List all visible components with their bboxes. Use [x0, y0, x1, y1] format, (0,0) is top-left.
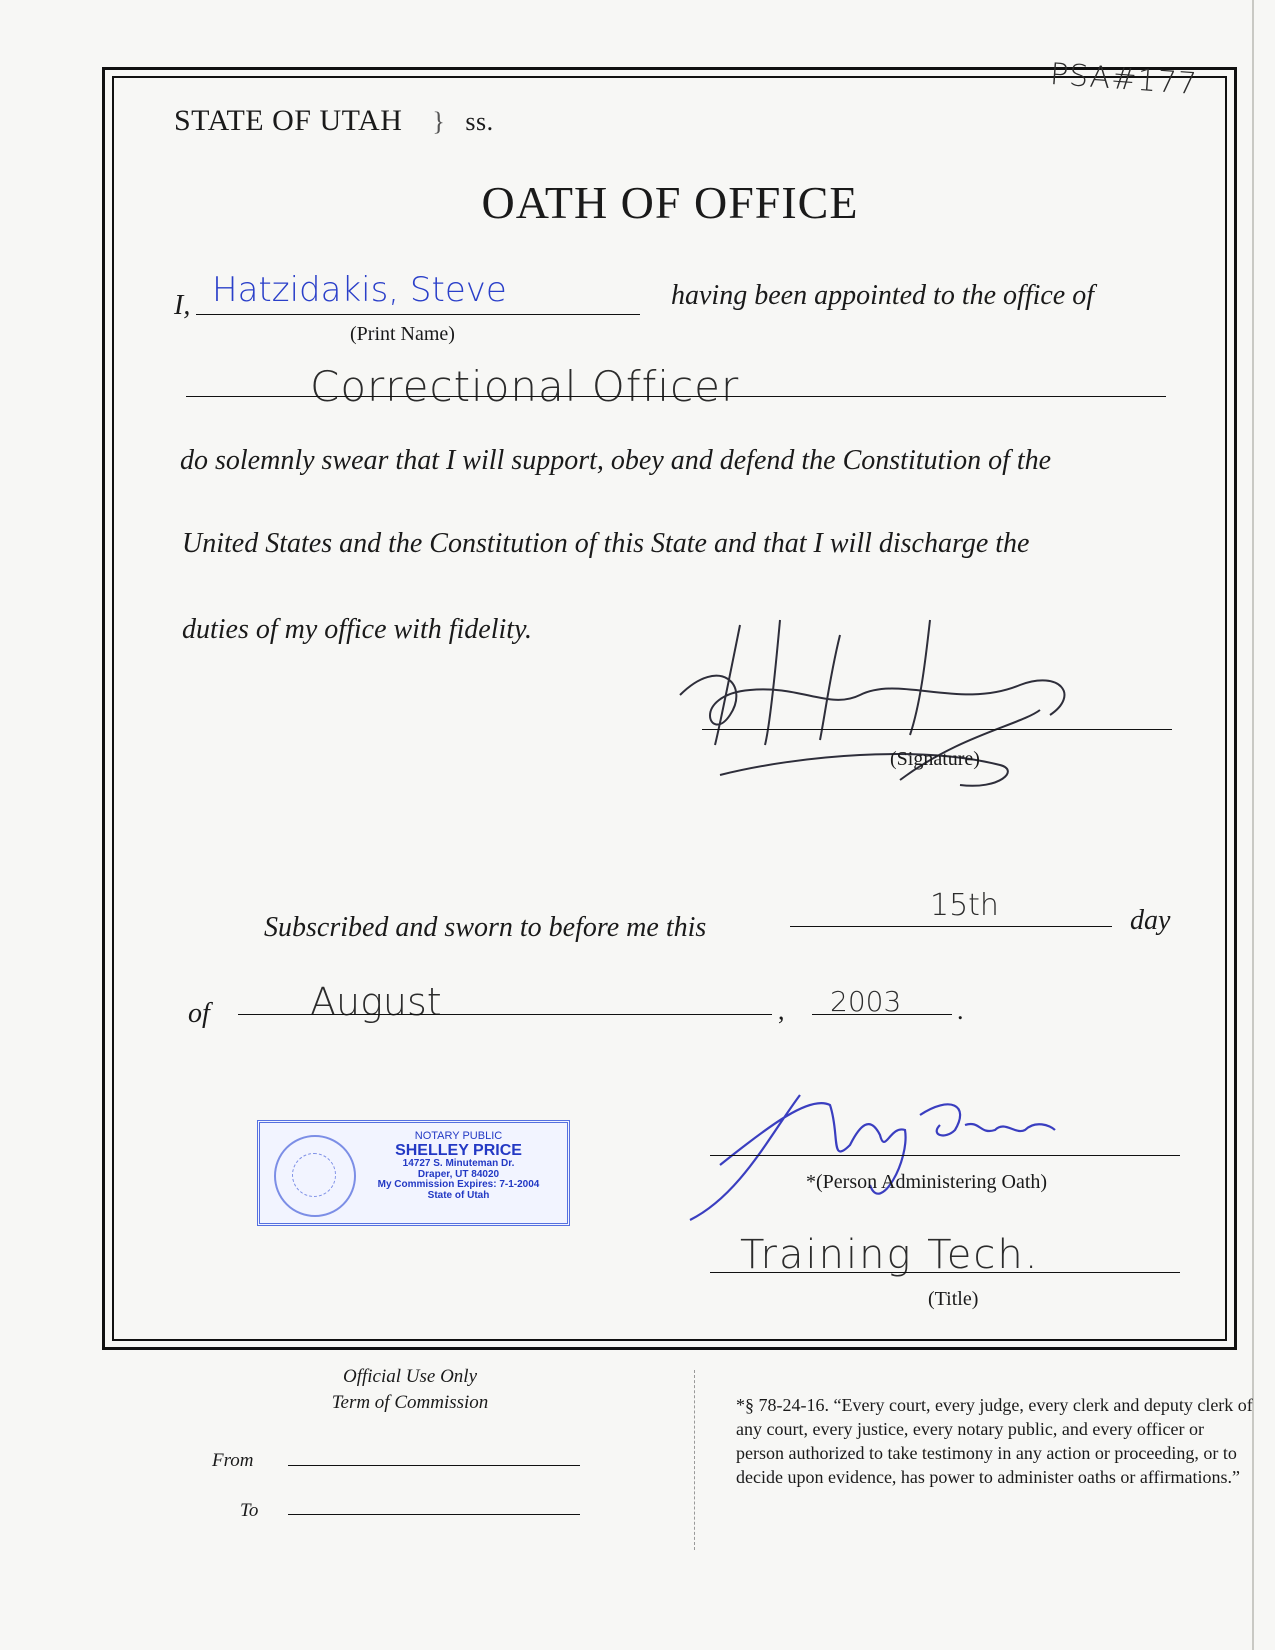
document-title: OATH OF OFFICE — [481, 177, 859, 228]
title-line — [710, 1272, 1180, 1273]
oath-taker-signature — [660, 615, 1140, 815]
stamp-line-2: SHELLEY PRICE — [395, 1141, 522, 1159]
to-line — [288, 1514, 580, 1515]
notary-stamp — [257, 1120, 570, 1226]
day-value: 15th — [930, 888, 999, 923]
statute-text: *§ 78-24-16. “Every court, every judge, every clerk and deputy clerk of any court, every justice, every notary public, and every officer or person authorized to take testimony in any action or proceeding, or to decide upon evidence, has power to administer oaths or affirmations.” — [736, 1395, 1253, 1487]
state-ss: ss. — [465, 107, 494, 136]
office-line — [186, 396, 1166, 397]
administering-caption: *(Person Administering Oath) — [806, 1171, 1048, 1193]
from-label: From — [212, 1450, 254, 1471]
administrator-title: Training Tech. — [740, 1232, 1040, 1278]
stamp-line-3: 14727 S. Minuteman Dr. — [402, 1158, 515, 1170]
stamp-line-6: State of Utah — [427, 1189, 490, 1201]
official-use-block — [280, 1364, 540, 1416]
year-line — [812, 1014, 952, 1015]
subscribed-text: Subscribed and sworn to before me this — [264, 912, 707, 943]
print-name-caption: (Print Name) — [350, 323, 455, 345]
term-label: Term of Commission — [331, 1392, 489, 1413]
notary-stamp-text — [356, 1131, 561, 1201]
oath-line-2: United States and the Constitution of this State and that I will discharge the — [182, 528, 1030, 559]
oath-line-3: duties of my office with fidelity. — [182, 614, 532, 645]
administrator-line — [710, 1155, 1180, 1156]
signature-caption: (Signature) — [890, 748, 980, 770]
office-value: Correctional Officer — [310, 362, 740, 411]
administrator-signature — [680, 1075, 1100, 1225]
notary-seal-icon — [274, 1135, 356, 1217]
of-label: of — [188, 998, 210, 1029]
oath-line-1: do solemnly swear that I will support, obey and defend the Constitution of the — [180, 445, 1052, 476]
state-name: STATE OF UTAH — [174, 104, 403, 137]
stamp-line-5: My Commission Expires: 7-1-2004 — [377, 1179, 540, 1191]
to-label: To — [240, 1500, 259, 1521]
signature-line — [702, 729, 1172, 730]
stamp-line-4: Draper, UT 84020 — [417, 1168, 500, 1180]
footer-divider — [694, 1370, 695, 1550]
day-label: day — [1130, 905, 1171, 936]
day-line — [790, 926, 1112, 927]
state-line — [174, 104, 494, 138]
state-brace: } — [432, 107, 446, 136]
month-value: August — [310, 980, 442, 1024]
printed-name: Hatzidakis, Steve — [212, 270, 507, 310]
from-line — [288, 1465, 580, 1466]
year-value: 2003 — [830, 985, 902, 1018]
reference-number: PSA#177 — [1048, 56, 1199, 103]
month-line — [238, 1014, 772, 1015]
name-line — [196, 314, 640, 315]
appointed-text: having been appointed to the office of — [671, 280, 1095, 311]
intro-prefix: I, — [174, 290, 191, 321]
stamp-line-1: NOTARY PUBLIC — [414, 1130, 503, 1142]
month-comma: , — [778, 996, 785, 1025]
title-caption: (Title) — [928, 1288, 979, 1310]
year-period: . — [957, 996, 964, 1025]
official-use-label: Official Use Only — [342, 1366, 478, 1387]
